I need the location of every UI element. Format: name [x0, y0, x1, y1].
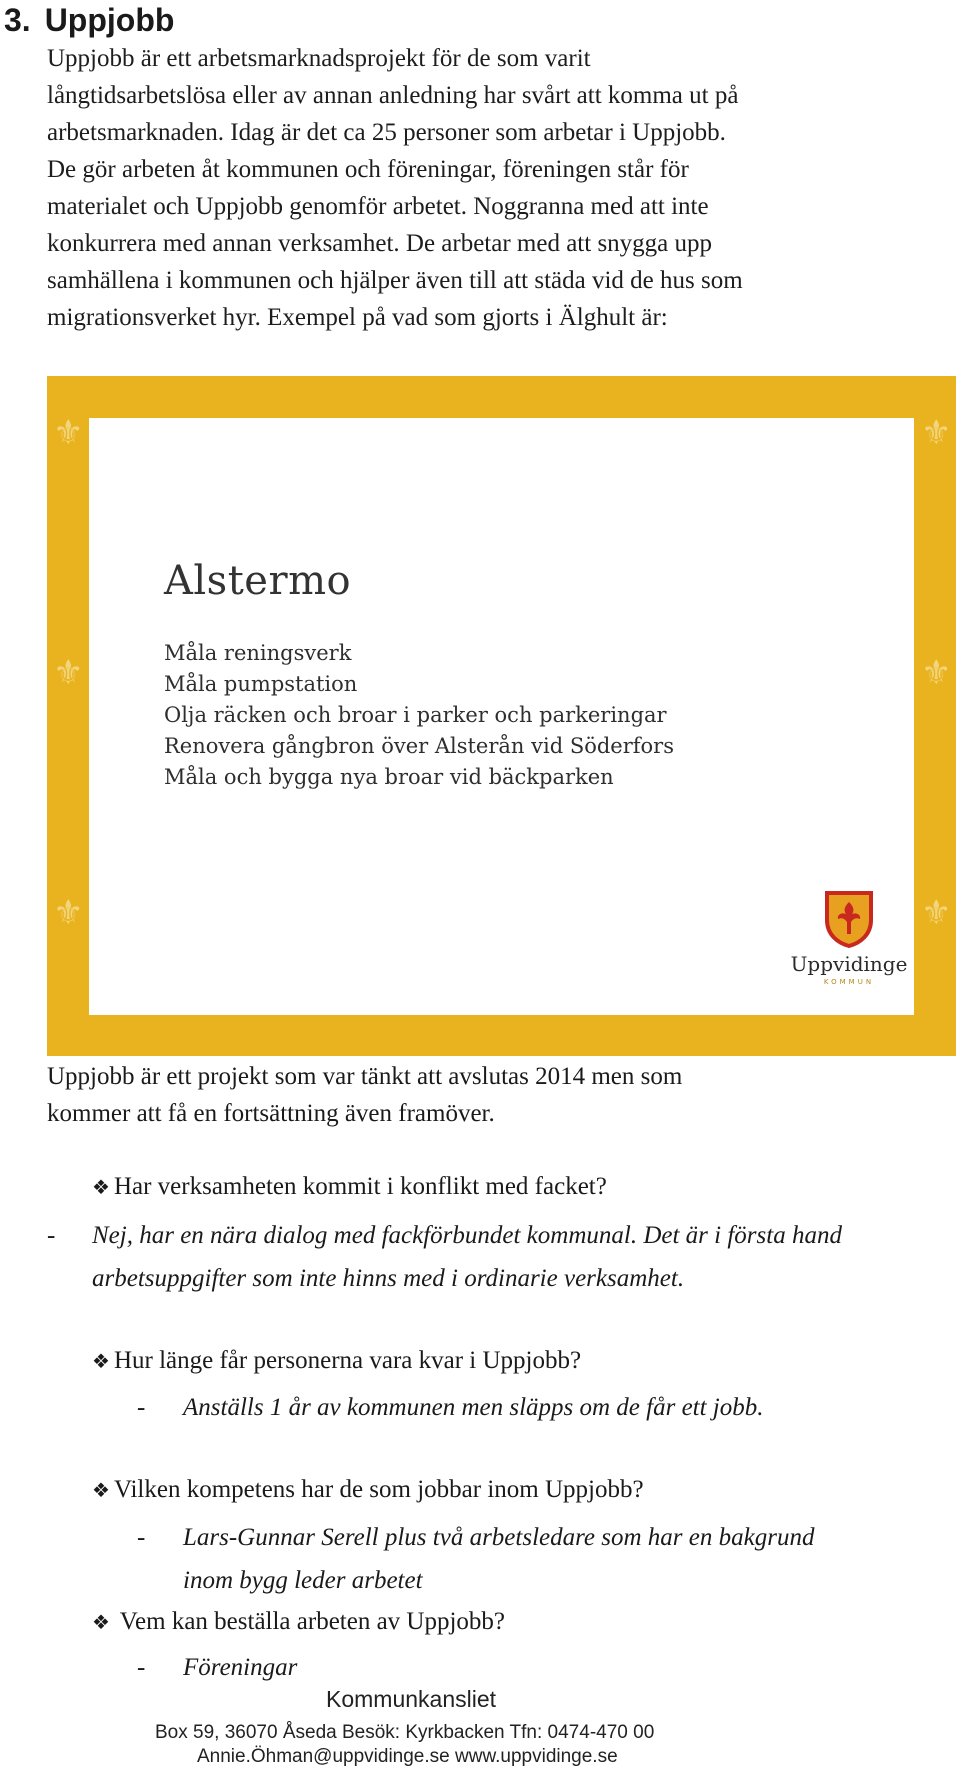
question-text: Vem kan beställa arbeten av Uppjobb?	[119, 1608, 506, 1635]
diamond-bullet-icon: ❖	[92, 1349, 110, 1373]
intro-line: Uppjobb är ett arbetsmarknadsprojekt för de som varit	[47, 45, 591, 72]
list-item: Måla reningsverk	[164, 641, 352, 665]
question-1	[92, 1170, 607, 1204]
section-number: 3.	[4, 2, 31, 38]
fleur-ornament-icon: ⚜	[53, 893, 84, 933]
intro-paragraph	[47, 40, 927, 336]
list-item: Måla och bygga nya broar vid bäckparken	[164, 765, 614, 789]
logo-name: Uppvidinge	[790, 952, 908, 976]
footer-contact: Annie.Öhman@uppvidinge.se www.uppvidinge.se	[197, 1746, 618, 1767]
paragraph-line: kommer att få en fortsättning även framöver.	[47, 1100, 495, 1127]
slide-list	[164, 638, 674, 793]
fleur-ornament-icon: ⚜	[53, 413, 84, 453]
answer-line: Nej, har en nära dialog med fackförbundet kommunal. Det är i första hand	[92, 1222, 842, 1249]
intro-line: migrationsverket hyr. Exempel på vad som gjorts i Älghult är:	[47, 304, 668, 331]
paragraph-line: Uppjobb är ett projekt som var tänkt att avslutas 2014 men som	[47, 1063, 683, 1090]
intro-line: konkurrera med annan verksamhet. De arbetar med att snygga upp	[47, 230, 713, 257]
diamond-bullet-icon: ❖	[92, 1175, 110, 1199]
answer-3	[183, 1516, 943, 1602]
question-4	[92, 1605, 505, 1639]
footer-title: Kommunkansliet	[326, 1686, 497, 1712]
list-item: Måla pumpstation	[164, 672, 358, 696]
question-3	[92, 1473, 644, 1507]
answer-line: arbetsuppgifter som inte hinns med i ordinarie verksamhet.	[92, 1265, 685, 1292]
logo-subtitle: KOMMUN	[823, 978, 875, 986]
dash-marker: -	[137, 1524, 146, 1551]
intro-line: materialet och Uppjobb genomför arbetet. Noggranna med att inte	[47, 193, 709, 220]
intro-line: arbetsmarknaden. Idag är det ca 25 personer som arbetar i Uppjobb.	[47, 119, 726, 146]
slide-title: Alstermo	[164, 558, 352, 604]
dash-marker: -	[137, 1654, 146, 1681]
list-item: Renovera gångbron över Alsterån vid Söderfors	[164, 734, 674, 758]
dash-marker: -	[47, 1222, 56, 1249]
answer-line: Anställs 1 år av kommunen men släpps om de får ett jobb.	[183, 1394, 764, 1421]
fleur-ornament-icon: ⚜	[921, 893, 952, 933]
section-title: Uppjobb	[44, 2, 175, 38]
intro-line: De gör arbeten åt kommunen och föreningar, föreningen står för	[47, 156, 689, 183]
slide-content	[89, 418, 914, 1015]
dash-marker: -	[137, 1394, 146, 1421]
footer-address: Box 59, 36070 Åseda Besök: Kyrkbacken Tfn: 0474-470 00	[155, 1722, 655, 1743]
diamond-bullet-icon: ❖	[92, 1478, 110, 1502]
intro-line: samhällena i kommunen och hjälper även till att städa vid de hus som	[47, 267, 743, 294]
fleur-ornament-icon: ⚜	[53, 653, 84, 693]
question-text: Vilken kompetens har de som jobbar inom Uppjobb?	[113, 1476, 644, 1503]
answer-line: Lars-Gunnar Serell plus två arbetsledare som har en bakgrund	[183, 1524, 815, 1551]
fleur-ornament-icon: ⚜	[921, 653, 952, 693]
answer-2	[183, 1386, 943, 1429]
question-text: Hur länge får personerna vara kvar i Uppjobb?	[113, 1347, 582, 1374]
question-text: Har verksamheten kommit i konflikt med facket?	[113, 1173, 607, 1200]
fleur-ornament-icon: ⚜	[921, 413, 952, 453]
uppvidinge-logo	[784, 890, 914, 986]
answer-line: inom bygg leder arbetet	[183, 1567, 423, 1594]
coat-of-arms-icon	[824, 890, 874, 948]
after-paragraph	[47, 1058, 927, 1132]
intro-line: långtidsarbetslösa eller av annan anledning har svårt att komma ut på	[47, 82, 739, 109]
answer-line: Föreningar	[183, 1654, 298, 1681]
slide-image	[47, 376, 956, 1056]
section-heading	[4, 0, 174, 40]
diamond-bullet-icon: ❖	[92, 1610, 110, 1634]
question-2	[92, 1344, 581, 1378]
list-item: Olja räcken och broar i parker och parkeringar	[164, 703, 667, 727]
answer-4	[183, 1646, 943, 1689]
answer-1	[92, 1214, 952, 1300]
